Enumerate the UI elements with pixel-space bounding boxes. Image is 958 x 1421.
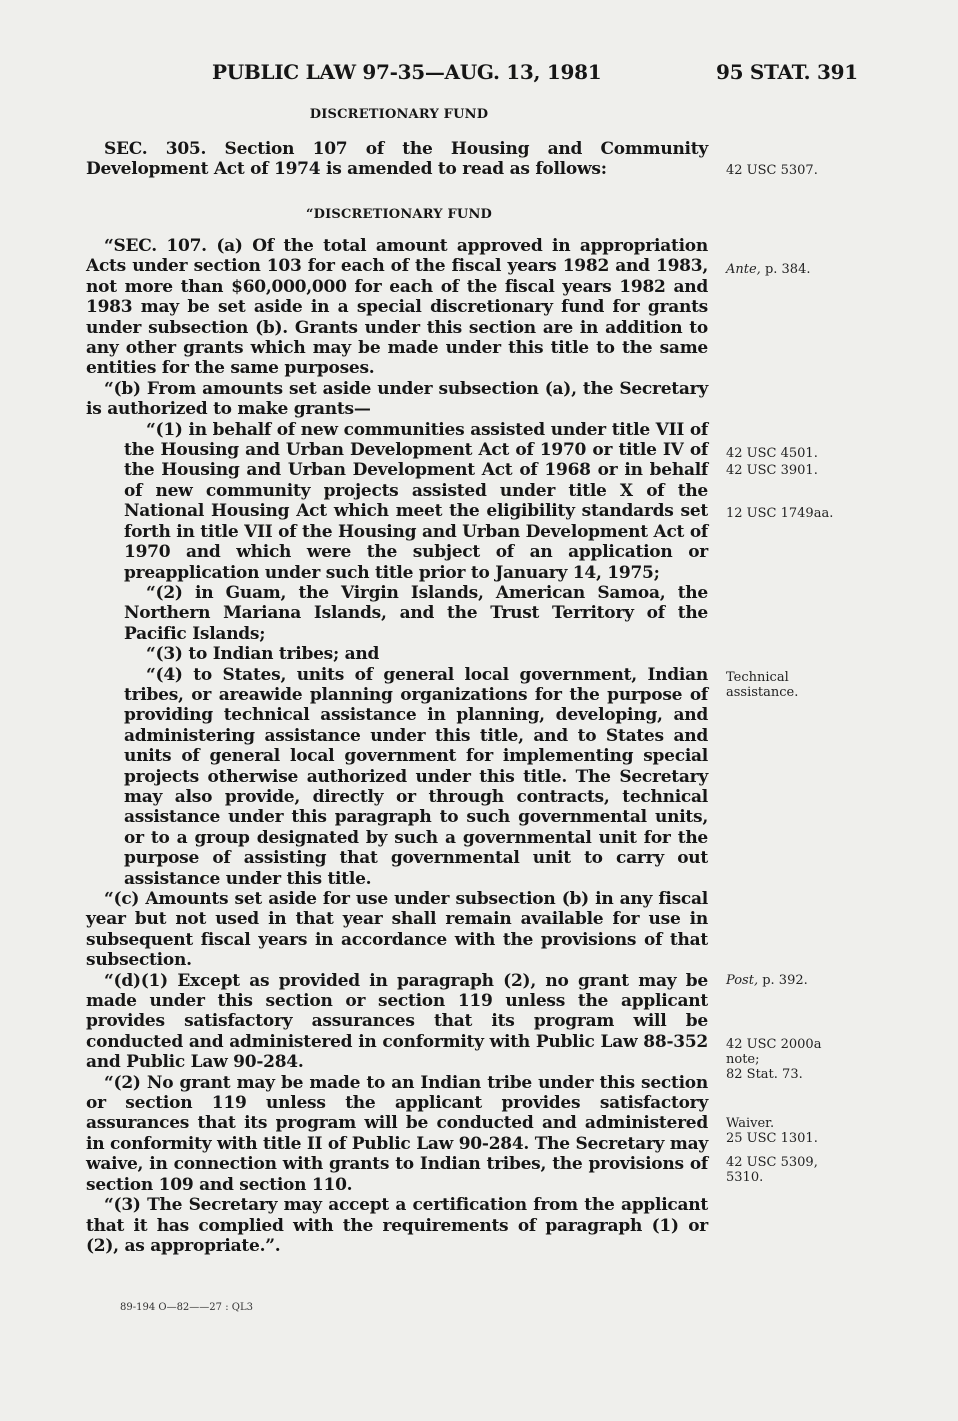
intro-paragraph: SEC. 305. Section 107 of the Housing and Community Development Act of 1974 is amended to read as follows:	[86, 139, 708, 180]
margin-note-ante-italic: Ante,	[726, 262, 761, 277]
paragraph-b2: “(2) in Guam, the Virgin Islands, American Samoa, the Northern Mariana Islands, and the Trust Territory of the Pacific Islands;	[124, 582, 708, 644]
paragraph-d2: “(2) No grant may be made to an Indian tribe under this section or section 119 unless the applicant provides satisfactory assurances that its program will be conducted and administered in conformity with title II of Public Law 90-284. The Secretary may waive, in connection with grants to Indian tribes, the provisions of section 109 and section 110.	[86, 1072, 708, 1195]
quoted-section-heading: “DISCRETIONARY FUND	[305, 207, 493, 222]
margin-note-waiver: Waiver.	[726, 1116, 775, 1131]
margin-note-usc-5307: 42 USC 5307.	[726, 163, 818, 178]
margin-note-ante-page: p. 384.	[760, 262, 811, 277]
paragraph-b4: “(4) to States, units of general local government, Indian tribes, or areawide planning organizations for the purpose of providing technical assistance in planning, developing, and administering assistance under this title, and to States and units of general local government for implementing special projects otherwise authorized under this title. The Secretary may also provide, directly or through contracts, technical assistance under this paragraph to such governmental units, or to a group designated by such a governmental unit for the purpose of assisting that governmental unit to carry out assistance under this title.	[124, 664, 708, 889]
running-header-title: PUBLIC LAW 97-35—AUG. 13, 1981	[212, 60, 602, 84]
paragraph-d1: “(d)(1) Except as provided in paragraph (2), no grant may be made under this section or section 119 unless the applicant provides satisfactory assurances that its program will be conducted and administered in conformity with Public Law 88-352 and Public Law 90-284.	[86, 970, 708, 1073]
section-heading: DISCRETIONARY FUND	[309, 107, 489, 122]
margin-note-usc-5309: 42 USC 5309,	[726, 1155, 818, 1170]
margin-note-usc-1749aa: 12 USC 1749aa.	[726, 506, 834, 521]
margin-note-technical: Technical	[726, 670, 789, 685]
margin-note-ante	[726, 262, 926, 277]
paragraph-c: “(c) Amounts set aside for use under subsection (b) in any fiscal year but not used in that year shall remain available for use in subsequent fiscal years in accordance with the provisions of that subsection.	[86, 889, 708, 971]
margin-note-82-stat: 82 Stat. 73.	[726, 1067, 803, 1082]
section-body	[86, 236, 708, 1256]
margin-note-post-italic: Post,	[726, 973, 759, 988]
margin-note-5310: 5310.	[726, 1170, 764, 1185]
margin-note-note: note;	[726, 1052, 760, 1067]
paragraph-d3: “(3) The Secretary may accept a certification from the applicant that it has complied with the requirements of paragraph (1) or (2), as appropriate.”.	[86, 1195, 708, 1256]
margin-note-post-page: p. 392.	[758, 973, 808, 988]
printer-code: 89-194 O—82——27 : QL3	[120, 1302, 253, 1313]
margin-note-usc-4501: 42 USC 4501.	[726, 446, 818, 461]
margin-note-usc-2000a: 42 USC 2000a	[726, 1037, 822, 1052]
intro-block	[86, 139, 708, 180]
paragraph-a: “SEC. 107. (a) Of the total amount approved in appropriation Acts under section 103 for each of the fiscal years 1982 and 1983, not more than $60,000,000 for each of the fiscal years 1982 and 1983 may be set aside in a special discretionary fund for grants under subsection (b). Grants under this section are in addition to any other grants which may be made under this title to the same entities for the same purposes.	[86, 236, 708, 379]
paragraph-b3: “(3) to Indian tribes; and	[146, 644, 380, 665]
margin-note-post	[726, 973, 926, 988]
margin-note-assistance: assistance.	[726, 685, 799, 700]
running-header-page: 95 STAT. 391	[716, 60, 858, 84]
margin-note-usc-3901: 42 USC 3901.	[726, 463, 818, 478]
margin-note-usc-1301: 25 USC 1301.	[726, 1131, 818, 1146]
paragraph-b1: “(1) in behalf of new communities assisted under title VII of the Housing and Urban Development Act of 1970 or title IV of the Housing and Urban Development Act of 1968 or in behalf of new community projects assisted under title X of the National Housing Act which meet the eligibility standards set forth in title VII of the Housing and Urban Development Act of 1970 and which were the subject of an application or preapplication under such title prior to January 14, 1975;	[124, 419, 708, 583]
paragraph-b: “(b) From amounts set aside under subsection (a), the Secretary is authorized to make grants—	[86, 378, 708, 420]
